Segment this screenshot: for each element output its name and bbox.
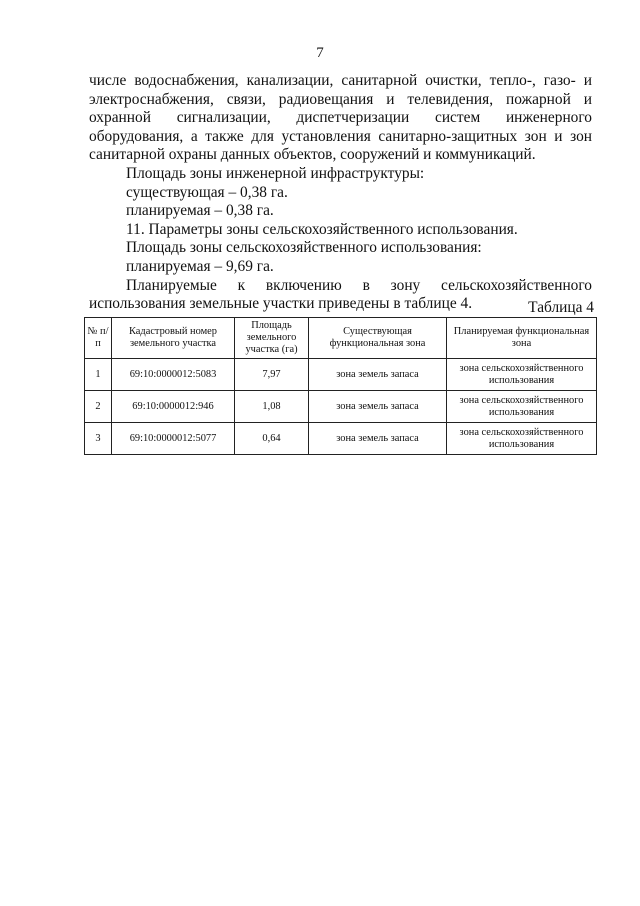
paragraph: планируемая – 0,38 га. — [126, 202, 274, 220]
paragraph-line: санитарной охраны данных объектов, сооружений и коммуникаций. — [89, 146, 536, 164]
table-row — [85, 391, 597, 423]
paragraph-line: электроснабжения, связи, радиовещания и телевидения, пожарной и — [89, 90, 592, 108]
cell-existing-zone: зона земель запаса — [309, 423, 447, 455]
table-caption: Таблица 4 — [528, 299, 594, 316]
paragraph-line: Планируемые к включению в зону сельскохозяйственного — [126, 276, 592, 294]
page-number: 7 — [316, 45, 324, 61]
header-area: Площадь земельного участка (га) — [235, 318, 309, 359]
land-plots-table — [84, 317, 597, 455]
cell-planned-zone: зона сельскохозяйственного использования — [447, 391, 597, 423]
cell-number: 2 — [85, 391, 112, 423]
paragraph: Площадь зоны сельскохозяйственного использования: — [126, 239, 482, 257]
paragraph-line: числе водоснабжения, канализации, санитарной очистки, тепло-, газо- и — [89, 72, 592, 89]
paragraph: планируемая – 9,69 га. — [126, 257, 274, 275]
cell-planned-zone: зона сельскохозяйственного использования — [447, 423, 597, 455]
cell-cadastral: 69:10:0000012:5083 — [112, 359, 235, 391]
cell-existing-zone: зона земель запаса — [309, 359, 447, 391]
table-header-row — [85, 318, 597, 359]
cell-cadastral: 69:10:0000012:946 — [112, 391, 235, 423]
cell-area: 7,97 — [235, 359, 309, 391]
table-row — [85, 423, 597, 455]
paragraph: Площадь зоны инженерной инфраструктуры: — [126, 164, 425, 182]
paragraph-line: оборудования, а также для установления санитарно-защитных зон и зон — [89, 127, 592, 145]
table-row — [85, 359, 597, 391]
paragraph-line: охранной сигнализации, диспетчеризации систем инженерного — [89, 109, 592, 127]
paragraph: существующая – 0,38 га. — [126, 183, 288, 201]
cell-existing-zone: зона земель запаса — [309, 391, 447, 423]
cell-cadastral: 69:10:0000012:5077 — [112, 423, 235, 455]
header-planned-zone: Планируемая функциональная зона — [447, 318, 597, 359]
cell-area: 1,08 — [235, 391, 309, 423]
header-number: № п/п — [85, 318, 112, 359]
header-existing-zone: Существующая функциональная зона — [309, 318, 447, 359]
body-text — [89, 72, 592, 314]
cell-number: 3 — [85, 423, 112, 455]
section-heading: 11. Параметры зоны сельскохозяйственного использования. — [126, 220, 518, 238]
header-cadastral: Кадастровый номер земельного участка — [112, 318, 235, 359]
paragraph-line: использования земельные участки приведены в таблице 4. — [89, 295, 473, 313]
cell-area: 0,64 — [235, 423, 309, 455]
cell-planned-zone: зона сельскохозяйственного использования — [447, 359, 597, 391]
cell-number: 1 — [85, 359, 112, 391]
